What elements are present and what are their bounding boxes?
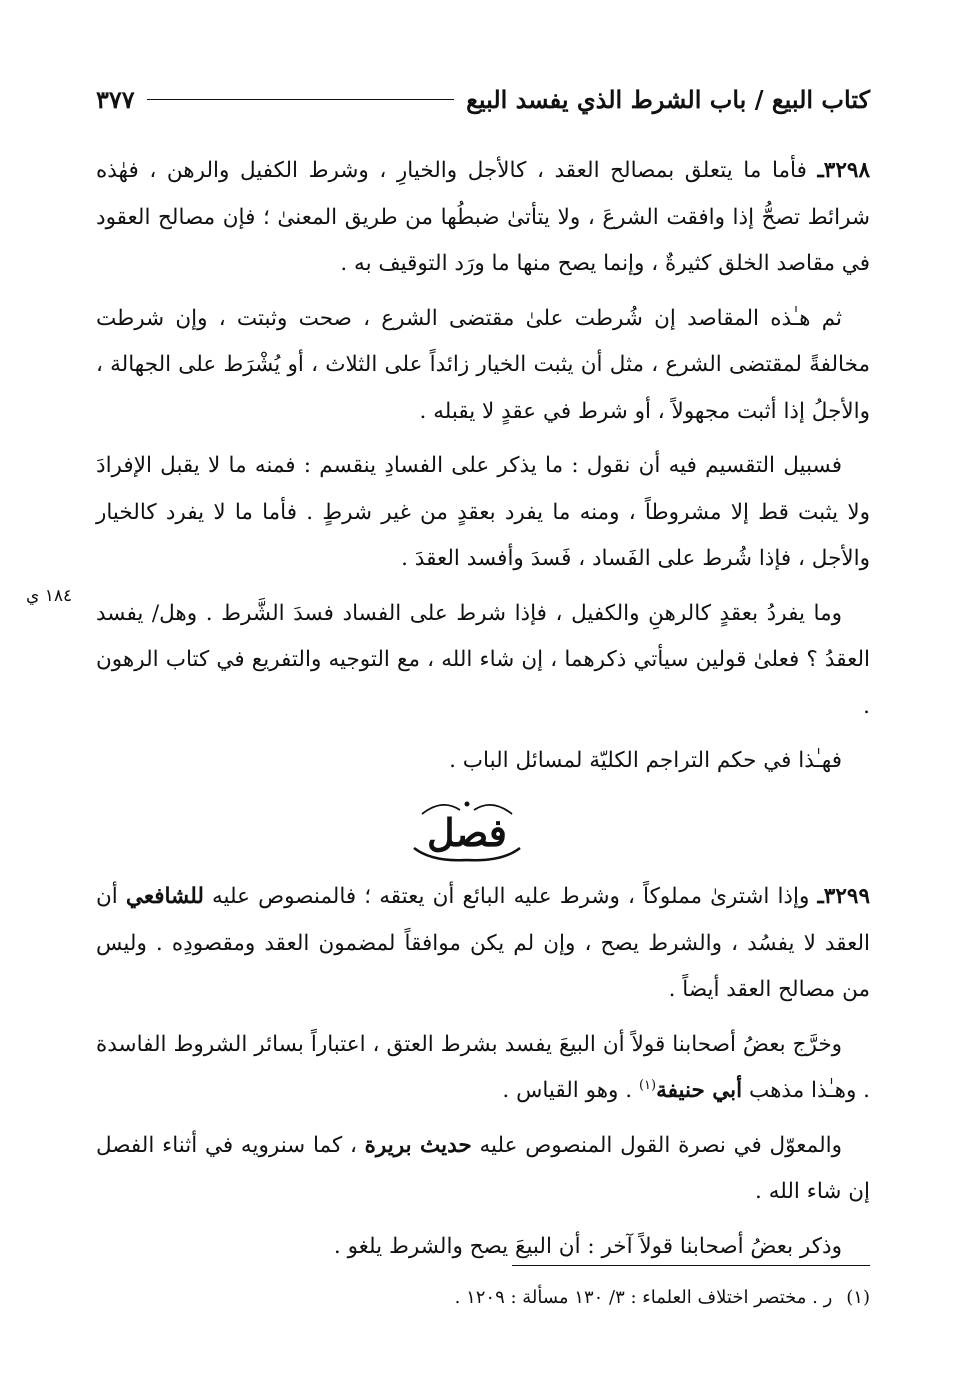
footnote-rule <box>512 1265 870 1266</box>
hadith-barira: حديث بريرة <box>364 1132 472 1158</box>
paragraph-text: ، كما سنرويه في أثناء الفصل إن شاء الله . <box>96 1132 870 1204</box>
paragraph-3299 <box>96 874 870 1014</box>
footnote <box>96 1283 870 1313</box>
running-title: كتاب البيع / باب الشرط الذي يفسد البيع <box>466 84 870 114</box>
paragraph-number: ٣٢٩٨ـ <box>817 158 870 183</box>
footnote-reference: (١) <box>638 1077 657 1093</box>
paragraph-text: والمعوّل في نصرة القول المنصوص عليه <box>471 1132 842 1158</box>
footnote-text: ر . مختصر اختلاف العلماء : ٣/ ١٣٠ مسألة : ١٢٠٩ . <box>454 1287 833 1308</box>
paragraph-3298 <box>96 148 870 288</box>
paragraph <box>96 1022 870 1115</box>
section-heading-ornament <box>402 790 532 870</box>
paragraph-text: أن العقد لا يفسُد ، والشرط يصح ، وإن لم يكن موافقاً لمضمون العقد ومقصودِه . وليس من مصالح العقد أيضاً . <box>96 884 870 1002</box>
paragraph-text: . وهو القياس . <box>502 1078 639 1103</box>
paragraph-number: ٣٢٩٩ـ <box>817 884 870 909</box>
paragraph: فهـٰذا في حكم التراجم الكليّة لمسائل الباب . <box>449 748 842 773</box>
body-upper <box>96 148 870 793</box>
paragraph-text: وإذا اشترىٰ مملوكاً ، وشرط عليه البائع أن يعتقه ؛ فالمنصوص عليه <box>203 884 818 909</box>
paragraph <box>96 1123 870 1216</box>
margin-page-reference: ١٨٤ ي <box>26 586 73 606</box>
body-lower <box>96 874 870 1278</box>
ornament-dot <box>465 802 470 807</box>
paragraph-text: وخرَّج بعضُ أصحابنا قولاً أن البيعَ يفسد بشرط العتق ، اعتباراً بسائر الشروط الفاسدة . وهـٰذا مذهب <box>96 1031 870 1103</box>
paragraph: وما يفردُ بعقدٍ كالرهنِ والكفيل ، فإذا شرط على الفساد فسدَ الشَّرط . وهل/ يفسد العقدُ ؟ فعلىٰ قولين سيأتي ذكرهما ، إن شاء الله ، مع التوجيه والتفريع في كتاب الرهون . <box>96 600 870 719</box>
paragraph: وذكر بعضُ أصحابنا قولاً آخر : أن البيعَ يصح والشرط يلغو . <box>333 1233 842 1259</box>
paragraph-text: فأما ما يتعلق بمصالح العقد ، كالأجل والخيارِ ، وشرط الكفيل والرهن ، فهٰذه شرائط تصحُّ إذا وافقت الشرعَ ، ولا يتأتىٰ ضبطُها من طريق المعنىٰ ؛ فإن مصالح العقود في مقاصد الخلق كثيرةٌ ، وإنما يصح منها ما ورَد التوقيف به . <box>96 158 870 276</box>
section-heading: فصل <box>427 810 507 855</box>
footnote-marker: (١) <box>846 1287 870 1308</box>
header-rule <box>147 99 454 100</box>
page-header <box>96 76 870 122</box>
paragraph: ثم هـٰذه المقاصد إن شُرطت علىٰ مقتضى الشرع ، صحت وثبتت ، وإن شرطت مخالفةً لمقتضى الشرع ، مثل أن يثبت الخيار زائداً على الثلاث ، أو يُشْرَط على الجهالة ، والأجلُ إذا أثبت مجهولاً ، أو شرط في عقدٍ لا يقبله . <box>96 305 870 424</box>
page-number: ٣٧٧ <box>96 84 135 114</box>
name-abu-hanifa: أبي حنيفة <box>656 1078 743 1103</box>
name-shafii: للشافعي <box>125 884 204 909</box>
paragraph: فسبيل التقسيم فيه أن نقول : ما يذكر على الفسادِ ينقسم : فمنه ما لا يقبل الإفرادَ ولا يثبت قط إلا مشروطاً ، ومنه ما يفرد بعقدٍ من غير شرطٍ . فأما ما لا يفرد كالخيار والأجل ، فإذا شُرط على الفَساد ، فَسدَ وأفسد العقدَ . <box>96 453 870 571</box>
